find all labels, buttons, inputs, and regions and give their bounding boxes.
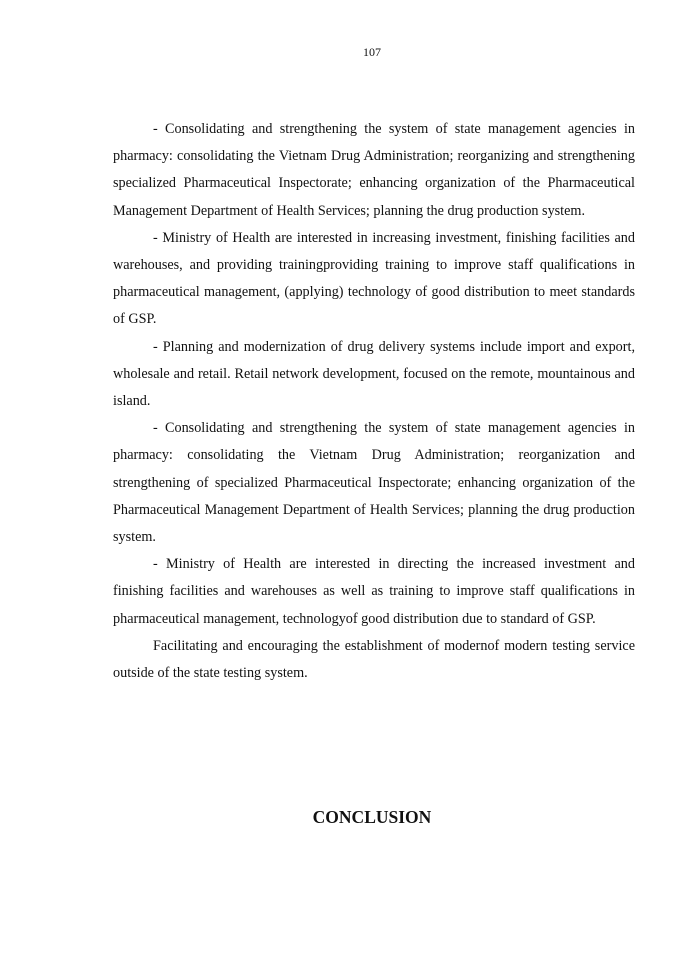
paragraph: - Ministry of Health are interested in directing the increased investment and finishing facilities and warehouses as well as training to improve staff qualifications in pharmaceutical management, technologyof good distribution due to standard of GSP. (113, 556, 635, 627)
paragraph: Facilitating and encouraging the establishment of modernof modern testing service outside of the state testing system. (113, 637, 635, 682)
paragraph: - Consolidating and strengthening the system of state management agencies in pharmacy: consolidating the Vietnam Drug Administration; reorganizing and strengthening specialized Pharmaceutical Inspectorate; enhancing organization of the Pharmaceutical Management Department of Health Services; planning the drug production system. (113, 121, 635, 219)
page-number: 107 (363, 45, 381, 59)
paragraph: - Consolidating and strengthening the system of state management agencies in pharmacy: consolidating the Vietnam Drug Administration; reorganization and strengthening of specialized Pharmaceutical Inspectorate; enhancing organization of the Pharmaceutical Management Department of Health Services; planning the drug production system. (113, 420, 635, 546)
section-heading: CONCLUSION (312, 807, 432, 827)
paragraph: - Ministry of Health are interested in increasing investment, finishing facilities and warehouses, and providing trainingproviding training to improve staff qualifications in pharmaceutical management, (applying) technology of good distribution to meet standards of GSP. (113, 229, 635, 328)
body-text (113, 116, 635, 687)
paragraph: - Planning and modernization of drug delivery systems include import and export, wholesale and retail. Retail network development, focused on the remote, mountainous and island. (113, 338, 635, 410)
